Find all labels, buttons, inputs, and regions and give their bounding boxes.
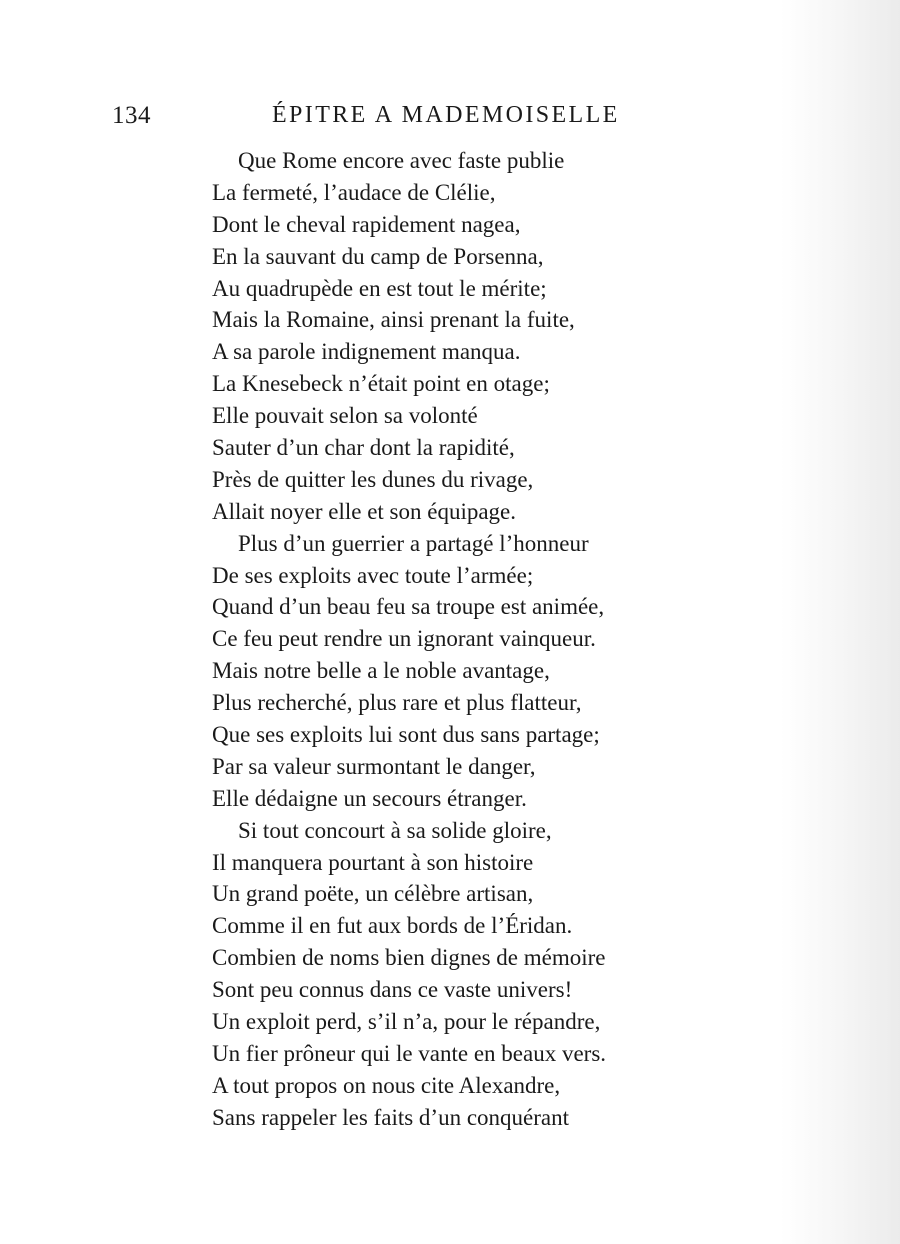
- verse-line: De ses exploits avec toute l’armée;: [212, 562, 534, 588]
- verse-line: Elle pouvait selon sa volonté: [212, 403, 478, 429]
- verse-line: Elle dédaigne un secours étranger.: [212, 785, 527, 811]
- verse-line: Sans rappeler les faits d’un conquérant: [212, 1104, 570, 1130]
- verse-line: Comme il en fut aux bords de l’Éridan.: [212, 913, 573, 939]
- verse-line: Un exploit perd, s’il n’a, pour le répandre,: [212, 1009, 601, 1035]
- verse-line: Plus d’un guerrier a partagé l’honneur: [238, 530, 589, 556]
- verse-line: Sont peu connus dans ce vaste univers!: [212, 977, 573, 1003]
- verse-line: Il manquera pourtant à son histoire: [212, 849, 534, 875]
- verse-line: Au quadrupède en est tout le mérite;: [212, 275, 547, 301]
- verse-line: Par sa valeur surmontant le danger,: [212, 753, 536, 779]
- verse-line: En la sauvant du camp de Porsenna,: [212, 243, 544, 269]
- verse-line: La Knesebeck n’était point en otage;: [212, 371, 550, 397]
- verse-line: Mais notre belle a le noble avantage,: [212, 658, 550, 684]
- verse-line: Dont le cheval rapidement nagea,: [212, 211, 521, 237]
- verse-line: A sa parole indignement manqua.: [212, 339, 521, 365]
- verse-line: Mais la Romaine, ainsi prenant la fuite,: [212, 307, 575, 333]
- verse-line: La fermeté, l’audace de Clélie,: [212, 179, 496, 205]
- page-number: 134: [112, 102, 151, 129]
- verse-line: Un grand poëte, un célèbre artisan,: [212, 881, 534, 907]
- verse-line: Que ses exploits lui sont dus sans partage;: [212, 722, 600, 748]
- running-head: [112, 102, 642, 136]
- verse-line: Combien de noms bien dignes de mémoire: [212, 945, 606, 971]
- page-heading: ÉPITRE A MADEMOISELLE: [272, 102, 620, 128]
- verse-line: Quand d’un beau feu sa troupe est animée,: [212, 594, 605, 620]
- verse-line: Plus recherché, plus rare et plus flatteur,: [212, 690, 582, 716]
- verse-line: Un fier prôneur qui le vante en beaux vers.: [212, 1040, 607, 1066]
- verse-line: Sauter d’un char dont la rapidité,: [212, 435, 515, 461]
- verse-line: Ce feu peut rendre un ignorant vainqueur.: [212, 626, 596, 652]
- verse-line: Si tout concourt à sa solide gloire,: [238, 817, 552, 843]
- verse-line: Allait noyer elle et son équipage.: [212, 498, 517, 524]
- verse-line: A tout propos on nous cite Alexandre,: [212, 1072, 561, 1098]
- verse-line: Que Rome encore avec faste publie: [238, 148, 565, 173]
- poem-body: [212, 145, 692, 1134]
- verse-line: Près de quitter les dunes du rivage,: [212, 466, 534, 492]
